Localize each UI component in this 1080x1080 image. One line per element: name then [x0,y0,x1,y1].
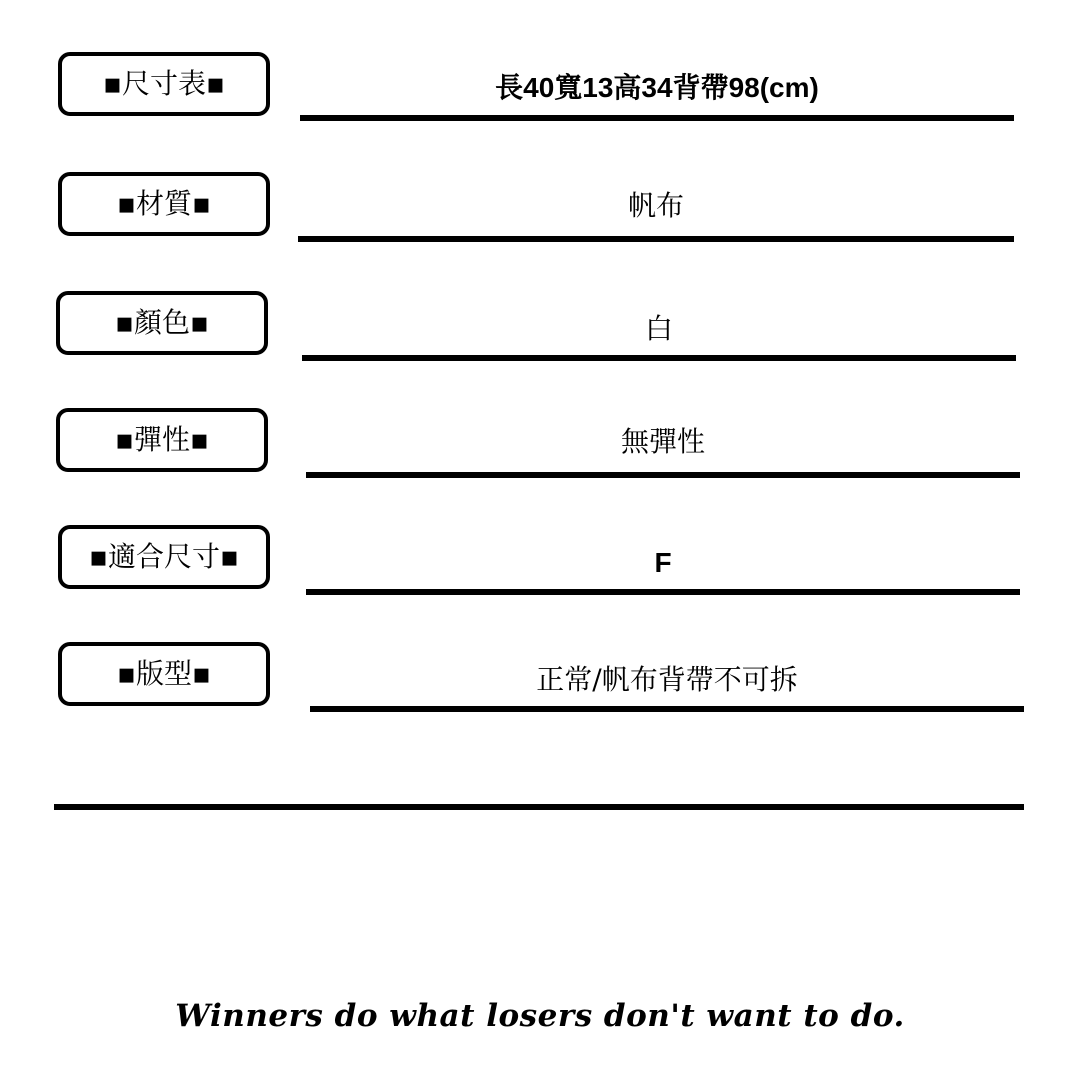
spec-row-fit-size [0,525,1080,597]
spec-value-material: 帆布 [627,189,684,222]
spec-label-material: ▪材質▪ [58,172,270,236]
bottom-divider [54,804,1024,810]
spec-label-fit-size: ▪適合尺寸▪ [58,525,270,589]
spec-underline-fit-size [306,589,1020,595]
spec-label-size-chart: ▪尺寸表▪ [58,52,270,116]
spec-underline-color [302,355,1016,361]
spec-row-size-chart [0,52,1080,124]
spec-label-pattern: ▪版型▪ [58,642,270,706]
spec-value-fit-size: F [654,547,672,578]
spec-value-color: 白 [644,312,673,345]
spec-value-size-chart: 長40寬13高34背帶98(cm) [495,72,819,103]
spec-underline-size-chart [300,115,1014,121]
spec-row-elasticity [0,408,1080,480]
spec-underline-material [298,236,1014,242]
spec-row-color [0,291,1080,363]
spec-underline-elasticity [306,472,1020,478]
spec-row-pattern [0,642,1080,714]
spec-underline-pattern [310,706,1024,712]
spec-label-color: ▪顏色▪ [56,291,268,355]
spec-value-pattern: 正常/帆布背帶不可拆 [536,663,798,696]
tagline: Winners do what losers don't want to do. [175,998,905,1034]
spec-row-material [0,172,1080,244]
spec-label-elasticity: ▪彈性▪ [56,408,268,472]
spec-value-elasticity: 無彈性 [620,425,705,458]
